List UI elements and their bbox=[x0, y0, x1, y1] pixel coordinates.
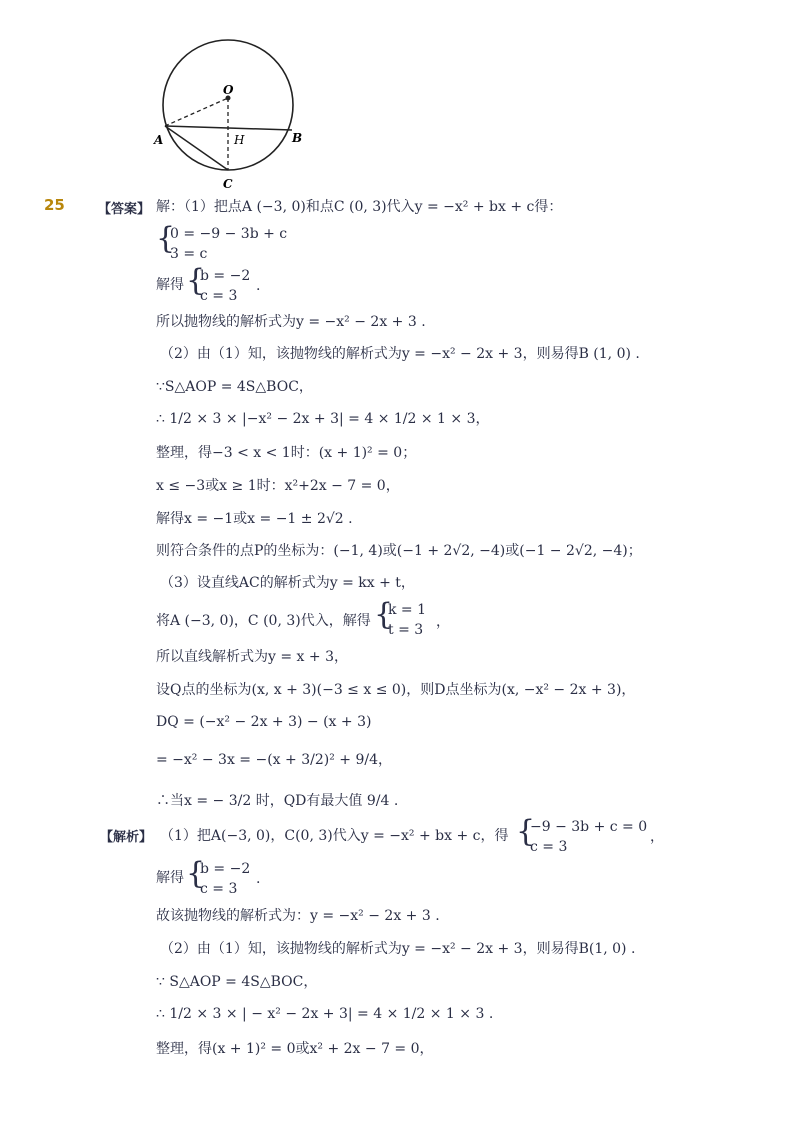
answer-line-8: 解得x = −1或x = −1 ± 2√2 . bbox=[156, 511, 353, 527]
analysis-system-1: −9 − 3b + c = 0 bbox=[530, 819, 648, 835]
analysis-line-2: 故该抛物线的解析式为：y = −x² − 2x + 3 . bbox=[156, 908, 440, 924]
answer-line-1: 解：（1）把点A (−3, 0)和点C (0, 3)代入y = −x² + bx + c得： bbox=[156, 199, 563, 215]
analysis-system-end: ， bbox=[650, 829, 664, 845]
answer-line-3: （2）由（1）知，该抛物线的解析式为y = −x² − 2x + 3，则易得B (1, 0) . bbox=[160, 346, 640, 362]
solution-eq-1: b = −2 bbox=[200, 268, 251, 284]
system-eq-1: 0 = −9 − 3b + c bbox=[170, 226, 288, 242]
answer-line-6: 整理，得−3 < x < 1时：(x + 1)² = 0； bbox=[156, 445, 417, 461]
label-h: H bbox=[234, 133, 245, 147]
answer-line-9: 则符合条件的点P的坐标为：(−1, 4)或(−1 + 2√2, −4)或(−1 − 2√2, −4)； bbox=[156, 543, 642, 559]
answer-line-16: ∴当x = − 3/2 时，QD有最大值 9/4 . bbox=[156, 793, 399, 809]
analysis-solution-2: c = 3 bbox=[200, 881, 238, 897]
analysis-solution-1: b = −2 bbox=[200, 861, 251, 877]
answer-line-13: 设Q点的坐标为(x, x + 3)(−3 ≤ x ≤ 0)，则D点坐标为(x, −x² − 2x + 3)， bbox=[156, 682, 636, 698]
answer-line-10: （3）设直线AC的解析式为y = kx + t， bbox=[160, 575, 415, 591]
answer-line-2: 所以抛物线的解析式为y = −x² − 2x + 3 . bbox=[156, 314, 426, 330]
label-b: B bbox=[292, 131, 303, 145]
analysis-system-2: c = 3 bbox=[530, 839, 568, 855]
answer-line-14: DQ = (−x² − 2x + 3) − (x + 3) bbox=[156, 714, 372, 730]
analysis-solve-prefix: 解得 bbox=[156, 870, 184, 886]
answer-line-11: 将A (−3, 0)，C (0, 3)代入，解得 bbox=[156, 613, 371, 629]
brace: { bbox=[374, 597, 394, 632]
analysis-section bbox=[156, 0, 796, 1133]
question-number: 25 bbox=[44, 196, 65, 214]
analysis-line-4: ∵ S△AOP = 4S△BOC， bbox=[156, 974, 318, 990]
analysis-line-3: （2）由（1）知，该抛物线的解析式为y = −x² − 2x + 3，则易得B(1, 0) . bbox=[160, 941, 636, 957]
label-o: O bbox=[223, 83, 234, 97]
brace: { bbox=[186, 856, 206, 891]
system-end: ， bbox=[436, 614, 450, 630]
label-c: C bbox=[223, 177, 233, 191]
analysis-line-6: 整理，得(x + 1)² = 0或x² + 2x − 7 = 0， bbox=[156, 1041, 434, 1057]
answer-line-4: ∵S△AOP = 4S△BOC， bbox=[156, 379, 313, 395]
solution-eq-2: c = 3 bbox=[200, 288, 238, 304]
answer-line-15: = −x² − 3x = −(x + 3/2)² + 9/4， bbox=[156, 752, 392, 768]
brace: { bbox=[186, 263, 206, 298]
analysis-tag: 【解析】 bbox=[100, 830, 153, 845]
solve-prefix: 解得 bbox=[156, 277, 184, 293]
system-k: k = 1 bbox=[388, 602, 427, 618]
analysis-solution-end: . bbox=[256, 871, 261, 887]
system-eq-2: 3 = c bbox=[170, 246, 208, 262]
answer-line-12: 所以直线解析式为y = x + 3， bbox=[156, 649, 348, 665]
solution-end: . bbox=[256, 278, 261, 294]
answer-line-7: x ≤ −3或x ≥ 1时：x²+2x − 7 = 0， bbox=[156, 478, 400, 494]
answer-tag: 【答案】 bbox=[98, 202, 151, 217]
brace: { bbox=[156, 221, 176, 256]
analysis-line-5: ∴ 1/2 × 3 × | − x² − 2x + 3| = 4 × 1/2 × 1 × 3 . bbox=[156, 1006, 494, 1022]
system-t: t = 3 bbox=[388, 622, 424, 638]
analysis-line-1: （1）把A(−3, 0)，C(0, 3)代入y = −x² + bx + c，得 bbox=[160, 828, 509, 844]
answer-line-5: ∴ 1/2 × 3 × |−x² − 2x + 3| = 4 × 1/2 × 1 × 3， bbox=[156, 411, 490, 427]
label-a: A bbox=[154, 133, 164, 147]
brace: { bbox=[516, 814, 536, 849]
